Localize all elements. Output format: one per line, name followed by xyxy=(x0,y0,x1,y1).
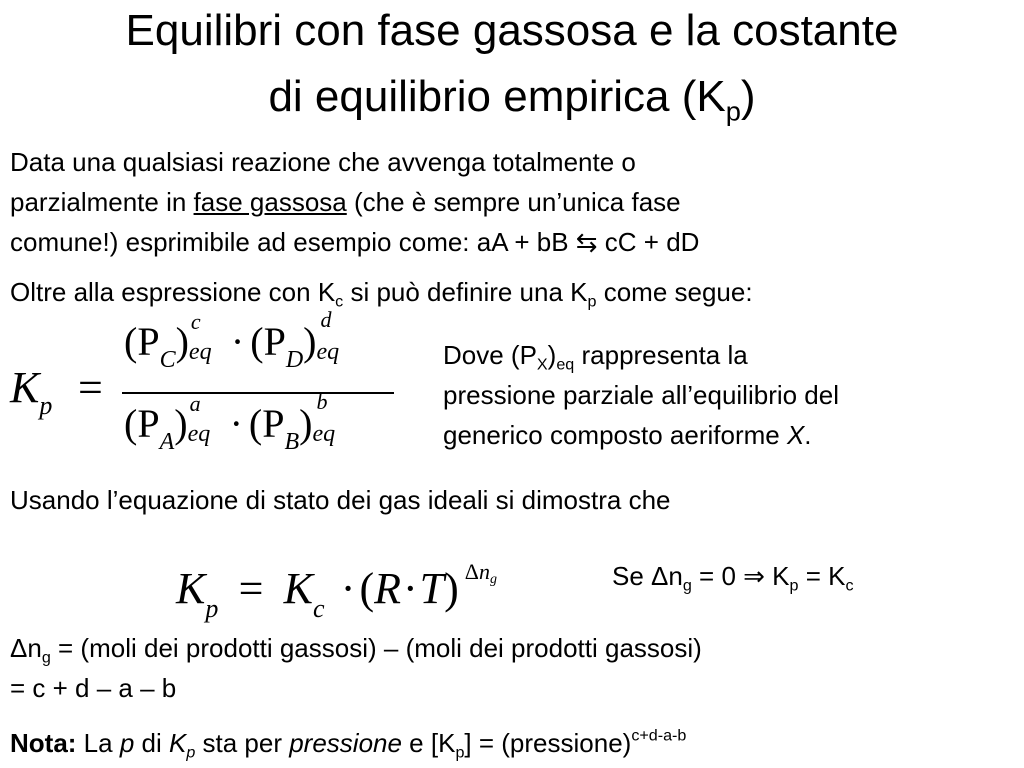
equilibrium-arrow-icon: ⇆ xyxy=(575,227,598,257)
underlined-phrase: fase gassosa xyxy=(193,187,347,217)
px-note-line2: pressione parziale all’equilibrio del xyxy=(443,380,840,410)
intro-line2: parzialmente in fase gassosa (che è sempre un’unica fase xyxy=(10,187,681,217)
nota-line: Nota: La p di $K_p$ sta per pressione e $[K_p]$ = (pressione)$^{c+d-a-b}$ xyxy=(10,726,687,762)
delta-ng-value: = c + d – a – b xyxy=(10,673,177,703)
slide-title-line2: di equilibrio empirica $(K_p)$ xyxy=(268,72,756,127)
intro-line3: comune!) esprimibile ad esempio come: aA + bB ⇆ cC + dD xyxy=(10,227,700,257)
denominator: $(P_A)$ a eq · $(P_B)$ b eq xyxy=(124,389,336,455)
ng-zero-condition: Se $\Delta n_g = 0$ ⇒ $K_p = K_c$ xyxy=(612,561,854,595)
numerator: $(P_C)$ c eq · $(P_D)$ d eq xyxy=(124,307,340,373)
intro-line1: Data una qualsiasi reazione che avvenga totalmente o xyxy=(10,147,636,177)
slide-title xyxy=(0,6,1024,56)
px-note-line3: generico composto aeriforme X. xyxy=(443,420,812,450)
kp-equals: = xyxy=(78,363,103,412)
title-line1: Equilibri con fase gassosa e la costante xyxy=(125,6,899,55)
fraction-bar xyxy=(122,392,394,394)
ideal-gas-text: Usando l’equazione di stato dei gas ideali si dimostra che xyxy=(10,485,671,515)
kp-kc-formula: $K_p = K_c \cdot(R\cdot T)$ $^{\Delta ng}$ xyxy=(176,559,497,623)
kp-definition: Oltre alla espressione con $K_c$ si può definire una $K_p$ come segue: xyxy=(10,277,753,311)
delta-ng-definition: $\Delta n_g$ = (moli dei prodotti gassosi) – (moli dei prodotti gassosi) xyxy=(10,633,702,667)
implies-arrow-icon: ⇒ xyxy=(743,562,765,591)
px-note-line1: Dove $(P_X)_{eq}$ rappresenta la xyxy=(443,340,748,374)
kp-lhs: $K_p$ xyxy=(10,363,53,420)
nota-label: Nota: xyxy=(10,728,77,758)
